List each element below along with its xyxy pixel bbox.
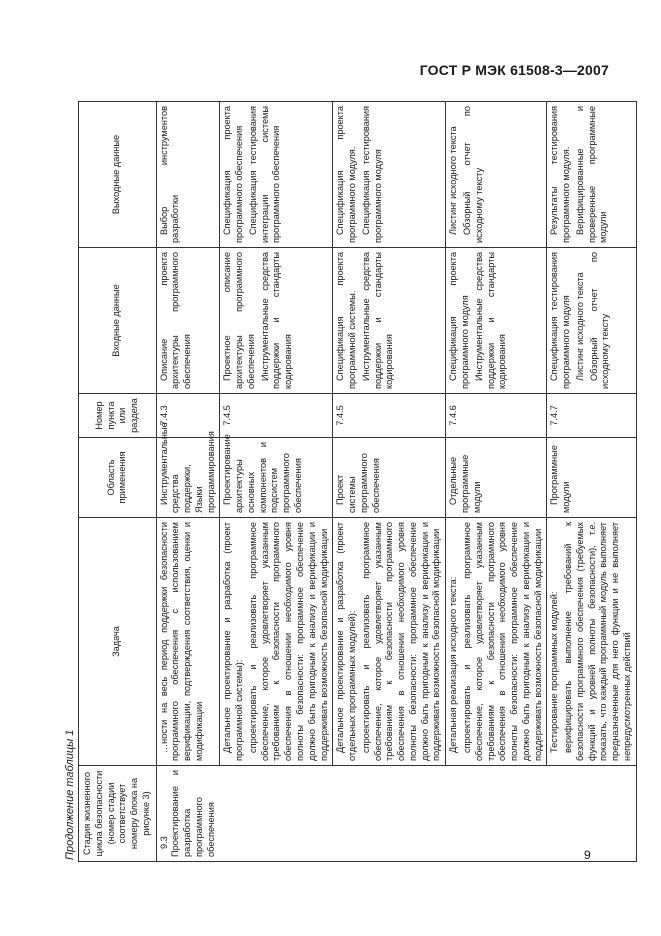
clause-cell: 7.4.5 bbox=[333, 394, 446, 438]
outputs-cell bbox=[446, 102, 547, 248]
task-text: Детальная реализация исходного текста: bbox=[448, 576, 459, 753]
input-text: Обзорный отчет по исходному тексту bbox=[588, 252, 611, 389]
input-text: Проектное описание архитектуры программного обеспечения bbox=[222, 252, 256, 389]
task-cell bbox=[220, 518, 333, 766]
input-text: Инструментальные средства поддержки и стандарты кодирования bbox=[259, 252, 294, 389]
task-text: спроектировать и реализовать программное обеспечение, которое удовлетворяет указанным требованиям к безопасности программного обеспечения в отношении необходимого уровня полноты безопасности: программное обеспечение должно быть пригодным к анализу и верификации и поддерживать возможность безопасной модификации bbox=[360, 522, 442, 761]
task-text: Детальное проектирование и разработка (проект программной системы): bbox=[222, 522, 245, 761]
header-scope: Область применения bbox=[79, 438, 157, 518]
table-row bbox=[156, 102, 220, 862]
output-text: Спецификация проекта программного обеспечения bbox=[222, 106, 245, 243]
input-text: Спецификация проекта программного модуля bbox=[448, 252, 470, 389]
task-text: Детальное проектирование и разработка (проект отдельных программных модулей): bbox=[335, 522, 358, 761]
clause-cell: 7.4.5 bbox=[220, 394, 333, 438]
header-inputs: Входные данные bbox=[79, 248, 157, 394]
output-text: Спецификация проекта программного модуля. bbox=[335, 106, 358, 243]
input-text: Листинг исходного текста bbox=[574, 272, 585, 381]
lifecycle-table bbox=[78, 101, 637, 862]
task-text: спроектировать и реализовать программное обеспечение, которое удовлетворяет указанным требованиям к безопасности программного обеспечения в отношении необходимого уровня полноты безопасности: программное обеспечение должно быть пригодным к анализу и верификации и поддерживать возможность безопасной модификации bbox=[247, 522, 329, 761]
outputs-cell bbox=[156, 102, 220, 248]
inputs-cell bbox=[446, 248, 547, 394]
output-text: Результаты тестирования программного модуля. bbox=[549, 106, 572, 243]
table-row bbox=[333, 102, 446, 862]
inputs-cell bbox=[156, 248, 220, 394]
scope-text: Проект системы программного обеспечения bbox=[335, 453, 381, 513]
output-text: Обзорный отчет по исходному тексту bbox=[461, 106, 484, 243]
output-text: Верифицированные и проверенные программные модули bbox=[574, 106, 609, 243]
task-text: верифицировать выполнение требований к безопасности программного обеспечения (требуемых функций и уровней полноты безопасности), т.е. показать, что каждый программный модуль выполняет предназначенные для него функции и не выполняет непредусмотренных действий bbox=[563, 522, 632, 761]
table-row bbox=[220, 102, 333, 862]
task-cell bbox=[156, 518, 220, 766]
input-text: Спецификация тестирования программного модуля bbox=[549, 252, 572, 389]
stage-cell bbox=[156, 766, 636, 862]
inputs-cell bbox=[547, 248, 636, 394]
task-cell bbox=[333, 518, 446, 766]
table-header-row bbox=[79, 102, 157, 862]
header-clause: Номер пункта или раздела bbox=[79, 394, 157, 438]
scope-cell bbox=[446, 438, 547, 518]
task-text: Тестирование программных модулей: bbox=[549, 591, 560, 753]
input-text: Описание проекта архитектуры программного обеспечения bbox=[158, 252, 193, 389]
continuation-caption: Продолжение таблицы 1 bbox=[64, 729, 76, 860]
clause-cell: 7.4.6 bbox=[446, 394, 547, 438]
table-row bbox=[547, 102, 636, 862]
scope-text: Программные модули bbox=[549, 445, 572, 513]
document-code: ГОСТ Р МЭК 61508-3—2007 bbox=[419, 62, 609, 78]
outputs-cell bbox=[547, 102, 636, 248]
output-text: Выбор инструментов разработки bbox=[158, 106, 181, 243]
clause-cell: 7.4.3 bbox=[156, 394, 220, 438]
scope-cell bbox=[220, 434, 333, 518]
inputs-cell bbox=[333, 248, 446, 394]
scope-cell bbox=[156, 422, 220, 518]
outputs-cell bbox=[220, 102, 333, 248]
input-text: Инструментальные средства поддержки и стандарты кодирования bbox=[473, 252, 508, 389]
scope-text: Проектирование архитектуры основных компонентов и подсистем программного обеспечения bbox=[222, 434, 304, 513]
rotated-table-page bbox=[62, 102, 632, 862]
scope-text: Отдельные программные модули bbox=[448, 454, 482, 513]
outputs-cell bbox=[333, 102, 446, 248]
scope-cell bbox=[333, 438, 446, 518]
task-text: спроектировать и реализовать программное обеспечение, которое удовлетворяет указанным требованиям к безопасности программного обеспечения в отношении необходимого уровня полноты безопасности: программное обеспечение должно быть пригодным к анализу и верификации и поддерживать возможность безопасной модификации bbox=[461, 522, 543, 761]
scope-text: Инструментальные средства поддержки, Языки программирования bbox=[158, 422, 216, 513]
task-cell bbox=[446, 518, 547, 766]
stage-text: 9.3 Проектирование и разработка программного обеспечения bbox=[158, 770, 216, 857]
output-text: Листинг исходного текста bbox=[448, 126, 459, 235]
task-text: …ности на весь период поддержки безопасности программного обеспечения с использованием верификации, подтверждения соответствия, оценки и модификации bbox=[158, 522, 204, 761]
page-number: 9 bbox=[584, 848, 591, 862]
table-row bbox=[446, 102, 547, 862]
input-text: Спецификация проекта программной системы. bbox=[335, 252, 358, 389]
header-stage: Стадия жизненного цикла безопасности (номер стадии соответствует номеру блока на рисунке 3) bbox=[79, 766, 157, 862]
header-task: Задача bbox=[79, 518, 157, 766]
clause-cell: 7.4.7 bbox=[547, 394, 636, 438]
output-text: Спецификация тестирования интеграции системы программного обеспечения bbox=[247, 106, 282, 243]
inputs-cell bbox=[220, 248, 333, 394]
task-cell bbox=[547, 518, 636, 766]
scope-cell bbox=[547, 438, 636, 518]
header-outputs: Выходные данные bbox=[79, 102, 157, 248]
output-text: Спецификация тестирования программного модуля bbox=[360, 106, 383, 243]
input-text: Инструментальные средства поддержки и стандарты кодирования bbox=[360, 252, 395, 389]
